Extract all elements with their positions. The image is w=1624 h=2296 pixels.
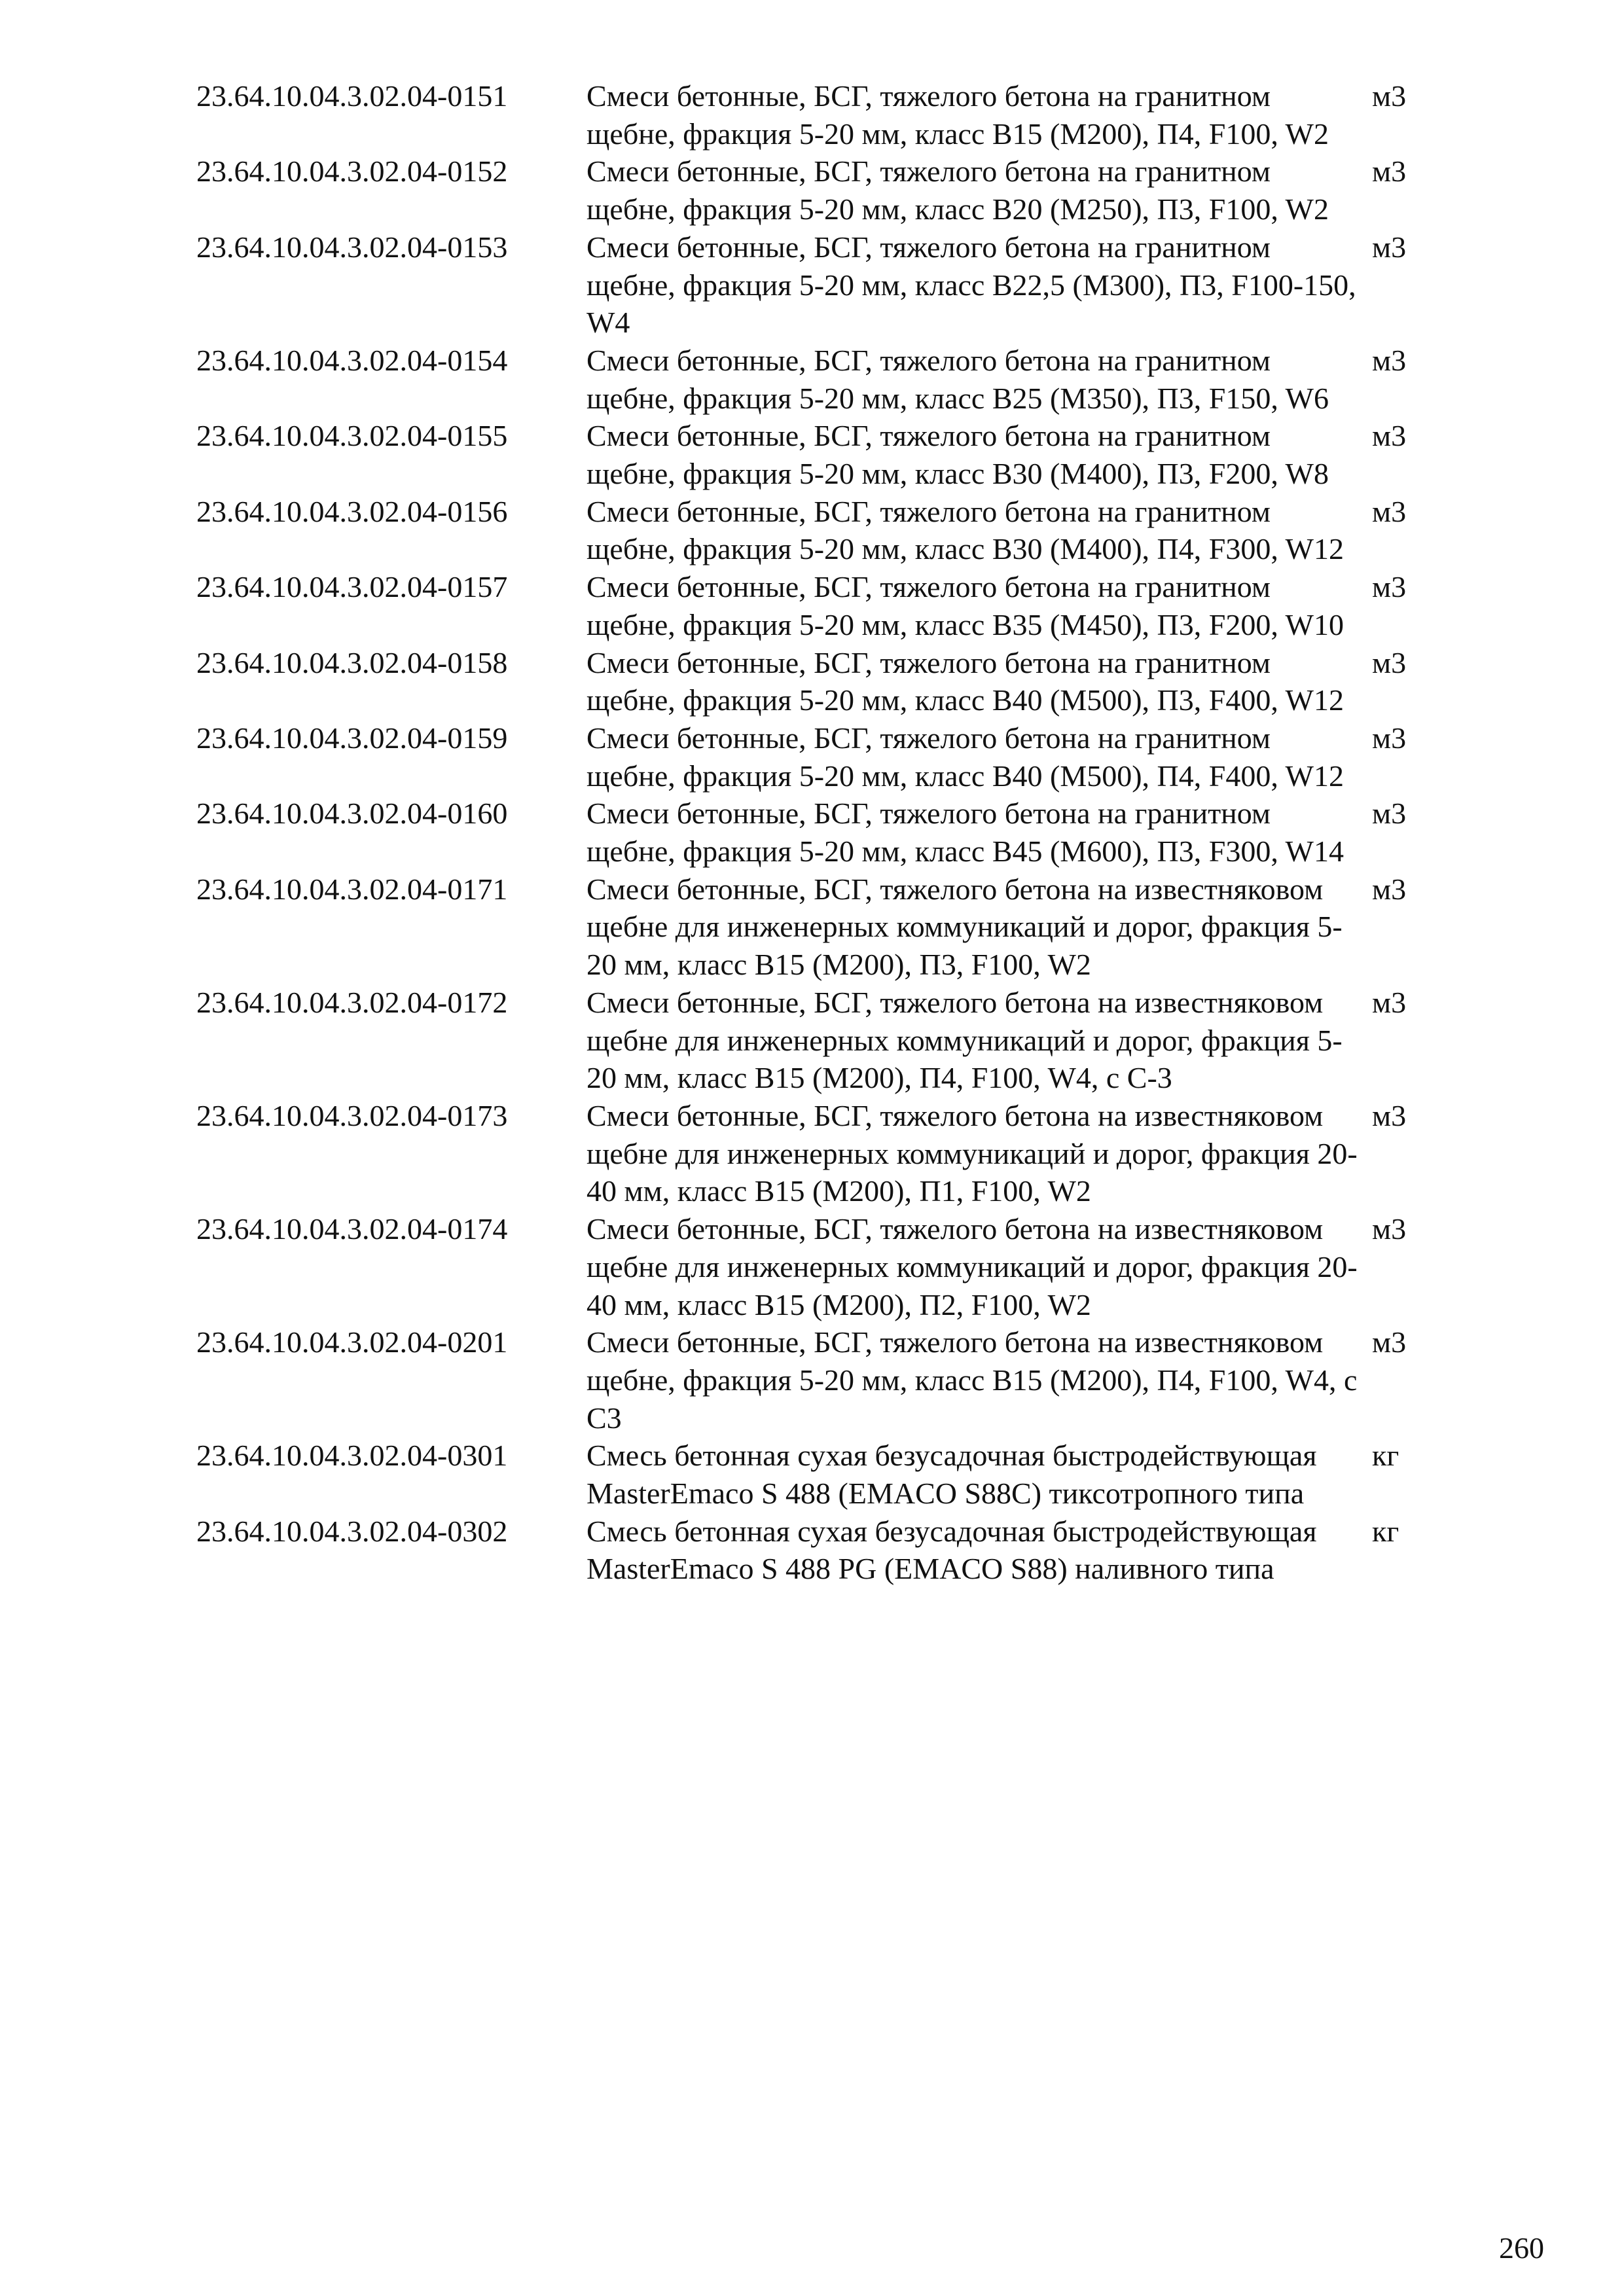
row-name: Смеси бетонные, БСГ, тяжелого бетона на известняковом щебне для инженерных коммуникаций и дорог, фракция 5-20 мм, класс В15 (М200), П4, F100, W4, с С-3: [586, 985, 1343, 1095]
row-code: 23.64.10.04.3.02.04-0174: [196, 1212, 508, 1246]
table-row: [196, 1513, 1440, 1588]
row-name: Смеси бетонные, БСГ, тяжелого бетона на гранитном щебне, фракция 5-20 мм, класс В40 (М500), П3, F400, W12: [586, 645, 1344, 717]
row-code: 23.64.10.04.3.02.04-0301: [196, 1439, 508, 1473]
row-unit: м3: [1372, 1212, 1407, 1246]
table-row: [196, 152, 1440, 228]
row-name: Смеси бетонные, БСГ, тяжелого бетона на гранитном щебне, фракция 5-20 мм, класс В45 (М600), П3, F300, W14: [586, 797, 1344, 869]
row-unit: м3: [1372, 1098, 1407, 1132]
table-row: [196, 644, 1440, 719]
row-code: 23.64.10.04.3.02.04-0153: [196, 230, 508, 264]
row-name: Смеси бетонные, БСГ, тяжелого бетона на гранитном щебне, фракция 5-20 мм, класс В25 (М350), П3, F150, W6: [586, 343, 1329, 415]
row-code: 23.64.10.04.3.02.04-0154: [196, 343, 508, 377]
row-code: 23.64.10.04.3.02.04-0173: [196, 1098, 508, 1132]
row-unit: м3: [1372, 230, 1407, 264]
table-row: [196, 719, 1440, 795]
row-unit: м3: [1372, 494, 1407, 528]
row-code: 23.64.10.04.3.02.04-0157: [196, 570, 508, 604]
row-code: 23.64.10.04.3.02.04-0156: [196, 494, 508, 528]
table-row: [196, 795, 1440, 870]
page-number: 260: [1499, 2231, 1544, 2265]
row-unit: м3: [1372, 343, 1407, 377]
row-code: 23.64.10.04.3.02.04-0152: [196, 154, 508, 188]
row-name: Смеси бетонные, БСГ, тяжелого бетона на гранитном щебне, фракция 5-20 мм, класс В35 (М450), П3, F200, W10: [586, 570, 1344, 641]
row-code: 23.64.10.04.3.02.04-0158: [196, 645, 508, 679]
row-name: Смеси бетонные, БСГ, тяжелого бетона на гранитном щебне, фракция 5-20 мм, класс В22,5 (М300), П3, F100-150, W4: [586, 230, 1356, 340]
row-unit: м3: [1372, 721, 1407, 755]
row-name: Смесь бетонная сухая безусадочная быстродействующая MasterEmaco S 488 (EMACO S88C) тиксотропного типа: [586, 1439, 1317, 1511]
table-row: [196, 870, 1440, 984]
table-row: [196, 342, 1440, 417]
row-code: 23.64.10.04.3.02.04-0151: [196, 79, 508, 113]
table-row: [196, 984, 1440, 1097]
row-code: 23.64.10.04.3.02.04-0160: [196, 797, 508, 831]
row-unit: м3: [1372, 570, 1407, 604]
row-code: 23.64.10.04.3.02.04-0171: [196, 872, 508, 906]
row-name: Смеси бетонные, БСГ, тяжелого бетона на известняковом щебне для инженерных коммуникаций и дорог, фракция 5-20 мм, класс В15 (М200), П3, F100, W2: [586, 872, 1343, 982]
row-name: Смеси бетонные, БСГ, тяжелого бетона на известняковом щебне для инженерных коммуникаций и дорог, фракция 20-40 мм, класс В15 (М200), П1, F100, W2: [586, 1098, 1358, 1208]
table-row: [196, 1323, 1440, 1437]
table-row: [196, 228, 1440, 342]
row-unit: кг: [1372, 1514, 1399, 1548]
table-row: [196, 493, 1440, 568]
row-code: 23.64.10.04.3.02.04-0201: [196, 1325, 508, 1359]
table-row: [196, 1210, 1440, 1323]
row-name: Смеси бетонные, БСГ, тяжелого бетона на гранитном щебне, фракция 5-20 мм, класс В30 (М400), П3, F200, W8: [586, 419, 1329, 491]
row-name: Смеси бетонные, БСГ, тяжелого бетона на гранитном щебне, фракция 5-20 мм, класс В15 (М200), П4, F100, W2: [586, 79, 1329, 151]
table-row: [196, 568, 1440, 643]
row-unit: м3: [1372, 797, 1407, 831]
row-name: Смеси бетонные, БСГ, тяжелого бетона на гранитном щебне, фракция 5-20 мм, класс В40 (М500), П4, F400, W12: [586, 721, 1344, 793]
row-unit: м3: [1372, 1325, 1407, 1359]
row-unit: м3: [1372, 872, 1407, 906]
row-unit: м3: [1372, 985, 1407, 1019]
table-row: [196, 1097, 1440, 1210]
table-row: [196, 77, 1440, 152]
row-unit: м3: [1372, 79, 1407, 113]
row-unit: кг: [1372, 1439, 1399, 1473]
row-unit: м3: [1372, 154, 1407, 188]
row-name: Смеси бетонные, БСГ, тяжелого бетона на гранитном щебне, фракция 5-20 мм, класс В30 (М400), П4, F300, W12: [586, 494, 1344, 566]
row-code: 23.64.10.04.3.02.04-0172: [196, 985, 508, 1019]
table-row: [196, 1437, 1440, 1512]
row-code: 23.64.10.04.3.02.04-0302: [196, 1514, 508, 1548]
row-unit: м3: [1372, 419, 1407, 453]
materials-table: [196, 77, 1440, 1588]
row-name: Смеси бетонные, БСГ, тяжелого бетона на известняковом щебне для инженерных коммуникаций и дорог, фракция 20-40 мм, класс В15 (М200), П2, F100, W2: [586, 1212, 1358, 1321]
row-name: Смеси бетонные, БСГ, тяжелого бетона на известняковом щебне, фракция 5-20 мм, класс В15 (М200), П4, F100, W4, с С3: [586, 1325, 1358, 1435]
row-unit: м3: [1372, 645, 1407, 679]
table-row: [196, 417, 1440, 492]
row-code: 23.64.10.04.3.02.04-0159: [196, 721, 508, 755]
row-name: Смесь бетонная сухая безусадочная быстродействующая MasterEmaco S 488 PG (EMACO S88) наливного типа: [586, 1514, 1317, 1586]
row-name: Смеси бетонные, БСГ, тяжелого бетона на гранитном щебне, фракция 5-20 мм, класс В20 (М250), П3, F100, W2: [586, 154, 1329, 226]
row-code: 23.64.10.04.3.02.04-0155: [196, 419, 508, 453]
